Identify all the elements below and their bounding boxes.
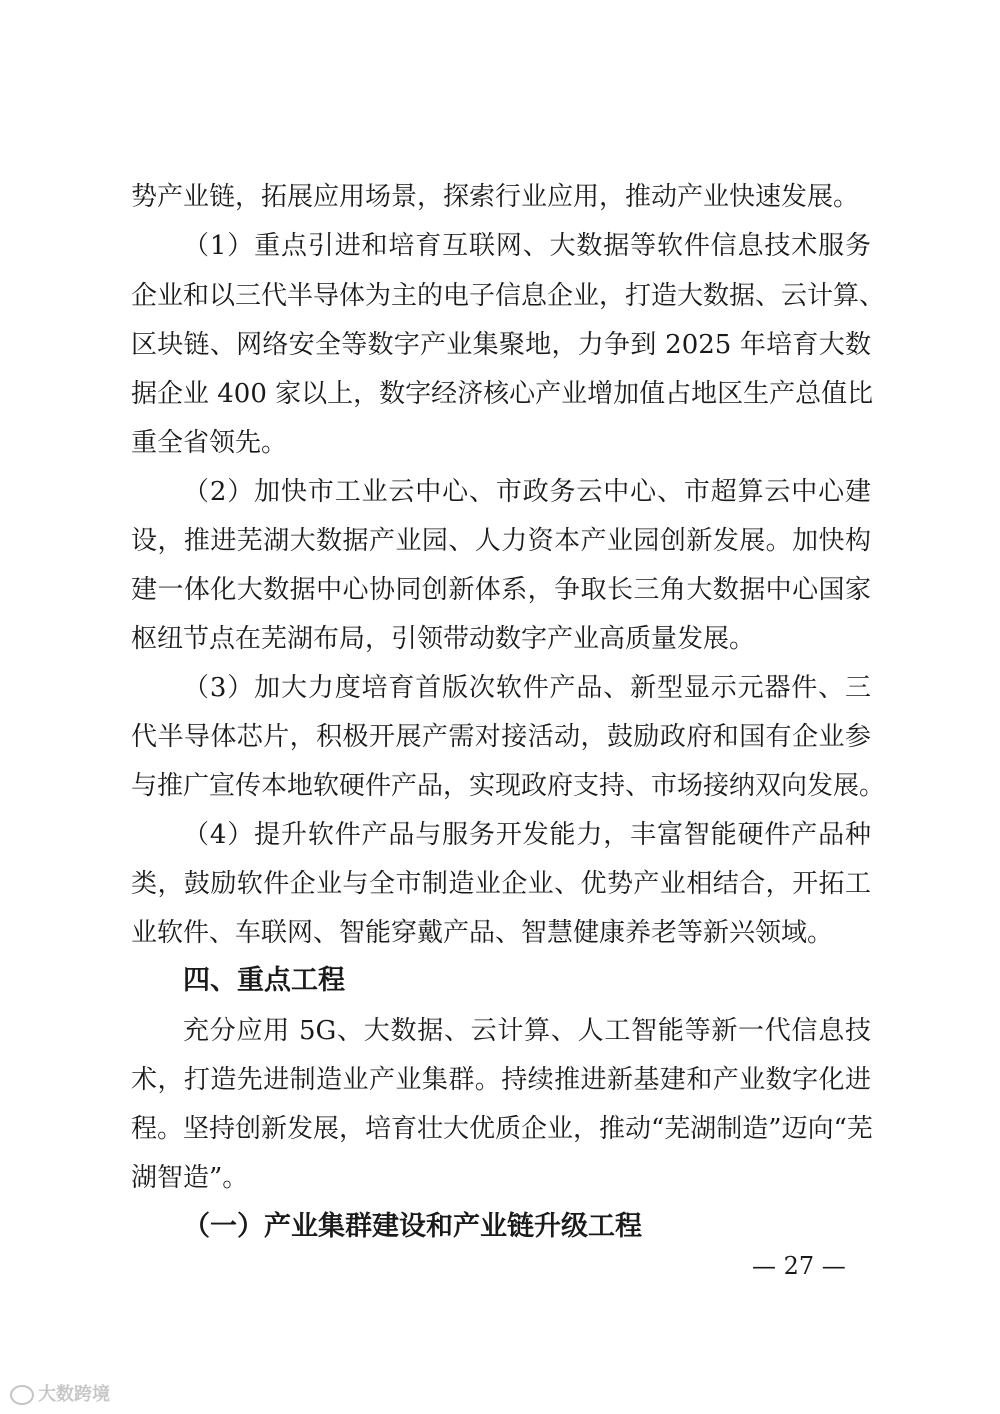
paragraph-line: 重全省领先。 — [131, 428, 288, 458]
paragraph-line: 与推广宣传本地软硬件产品，实现政府支持、市场接纳双向发展。 — [131, 771, 886, 801]
paragraph-line: 湖智造”。 — [131, 1163, 249, 1193]
paragraph-line: （4）提升软件产品与服务开发能力，丰富智能硬件产品种 — [183, 820, 871, 850]
paragraph-line: 代半导体芯片，积极开展产需对接活动，鼓励政府和国有企业参 — [131, 722, 871, 752]
paragraph-line: 程。坚持创新发展，培育壮大优质企业，推动“芜湖制造”迈向“芜 — [131, 1114, 873, 1144]
watermark-text: 大数跨境 — [38, 1384, 110, 1405]
page-number: — 27 — — [752, 1252, 846, 1280]
paragraph-line: 势产业链，拓展应用场景，探索行业应用，推动产业快速发展。 — [131, 182, 860, 212]
paragraph-line: 枢纽节点在芜湖布局，引领带动数字产业高质量发展。 — [131, 624, 756, 654]
paragraph-line: 区块链、网络安全等数字产业集聚地，力争到 2025 年培育大数 — [131, 330, 871, 360]
paragraph-line: 设，推进芜湖大数据产业园、人力资本产业园创新发展。加快构 — [131, 526, 871, 556]
paragraph-line: （1）重点引进和培育互联网、大数据等软件信息技术服务 — [183, 231, 871, 261]
paragraph-line: 据企业 400 家以上，数字经济核心产业增加值占地区生产总值比 — [131, 379, 874, 409]
paragraph-line: （2）加快市工业云中心、市政务云中心、市超算云中心建 — [183, 477, 871, 507]
paragraph-line: 业软件、车联网、智能穿戴产品、智慧健康养老等新兴领域。 — [131, 918, 834, 948]
paragraph-line: （3）加大力度培育首版次软件产品、新型显示元器件、三 — [183, 673, 871, 703]
paragraph-line: 充分应用 5G、大数据、云计算、人工智能等新一代信息技 — [183, 1016, 871, 1046]
paragraph-line: 类，鼓励软件企业与全市制造业企业、优势产业相结合，开拓工 — [131, 869, 871, 899]
subsection-heading: （一）产业集群建设和产业链升级工程 — [183, 1211, 642, 1242]
watermark-logo-icon — [10, 1385, 34, 1405]
paragraph-line: 术，打造先进制造业产业集群。持续推进新基建和产业数字化进 — [131, 1065, 871, 1095]
paragraph-line: 企业和以三代半导体为主的电子信息企业，打造大数据、云计算、 — [131, 281, 886, 311]
paragraph-line: 建一体化大数据中心协同创新体系，争取长三角大数据中心国家 — [131, 575, 871, 605]
section-heading: 四、重点工程 — [183, 965, 345, 996]
watermark — [10, 1384, 110, 1406]
